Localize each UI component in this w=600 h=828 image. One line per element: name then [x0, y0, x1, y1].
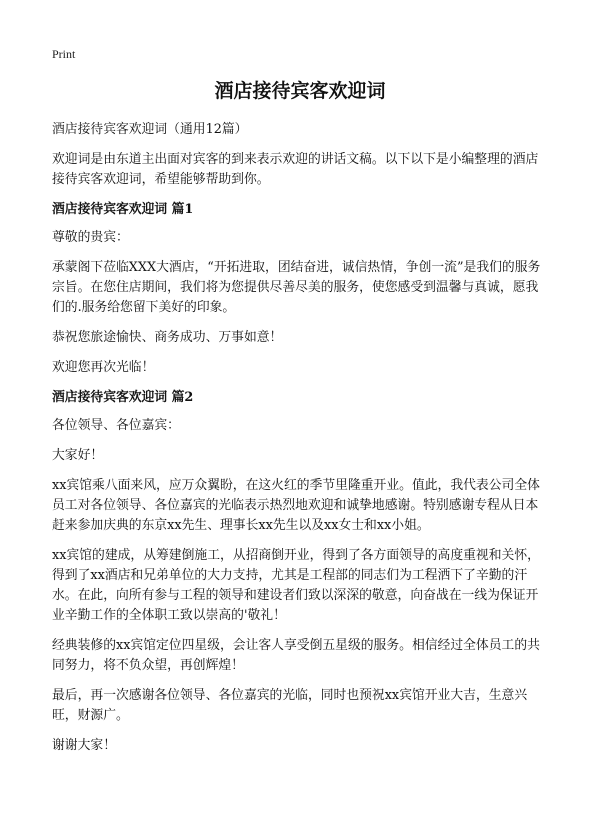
- article-subtitle: 酒店接待宾客欢迎词（通用12篇）: [52, 122, 248, 137]
- body-paragraph: xx宾馆乘八面来风，应万众翼盼，在这火红的季节里隆重开业。值此，我代表公司全体员工对各位领导、各位嘉宾的光临表示热烈地欢迎和诚挚地感谢。特别感谢专程从日本赶来参加庆典的东京xx先生、理事长xx先生以及xx女士和xx小姐。: [52, 478, 540, 533]
- article-body: [52, 120, 548, 766]
- hello-paragraph: 大家好！: [52, 448, 104, 463]
- wish-paragraph: 恭祝您旅途愉快、商务成功、万事如意！: [52, 330, 283, 345]
- greeting-paragraph: 各位领导、各位嘉宾：: [52, 418, 180, 433]
- print-link[interactable]: Print: [52, 47, 76, 61]
- closing-paragraph: 欢迎您再次光临！: [52, 360, 155, 375]
- body-paragraph: 最后，再一次感谢各位领导、各位嘉宾的光临，同时也预祝xx宾馆开业大吉，生意兴旺，财源广。: [52, 688, 528, 723]
- body-paragraph: xx宾馆的建成，从筹建倒施工，从招商倒开业，得到了各方面领导的高度重视和关怀，得到了xx酒店和兄弟单位的大力支持，尤其是工程部的同志们为工程洒下了辛勤的汗水。在此，向所有参与工程的领导和建设者们致以深深的敬意，向奋战在一线为保证开业辛勤工作的全体职工致以崇高的'敬礼！: [52, 548, 540, 623]
- body-paragraph: 经典装修的xx宾馆定位四星级，会让客人享受倒五星级的服务。相信经过全体员工的共同努力，将不负众望，再创辉煌！: [52, 638, 540, 673]
- body-paragraph: 承蒙阁下莅临XXX大酒店，“开拓进取，团结奋进，诚信热情，争创一流”是我们的服务宗旨。在您住店期间，我们将为您提供尽善尽美的服务，使您感受到温馨与真诚，愿我们的.服务给您留下美好的印象。: [52, 260, 541, 315]
- intro-paragraph: 欢迎词是由东道主出面对宾客的到来表示欢迎的讲话文稿。以下以下是小编整理的酒店接待宾客欢迎词，希望能够帮助到你。: [52, 152, 539, 187]
- section-heading-2: 酒店接待宾客欢迎词 篇2: [52, 390, 194, 405]
- thanks-paragraph: 谢谢大家！: [52, 738, 116, 753]
- page-title: 酒店接待宾客欢迎词: [214, 80, 386, 102]
- section-heading-1: 酒店接待宾客欢迎词 篇1: [52, 202, 194, 217]
- greeting-paragraph: 尊敬的贵宾：: [52, 230, 129, 245]
